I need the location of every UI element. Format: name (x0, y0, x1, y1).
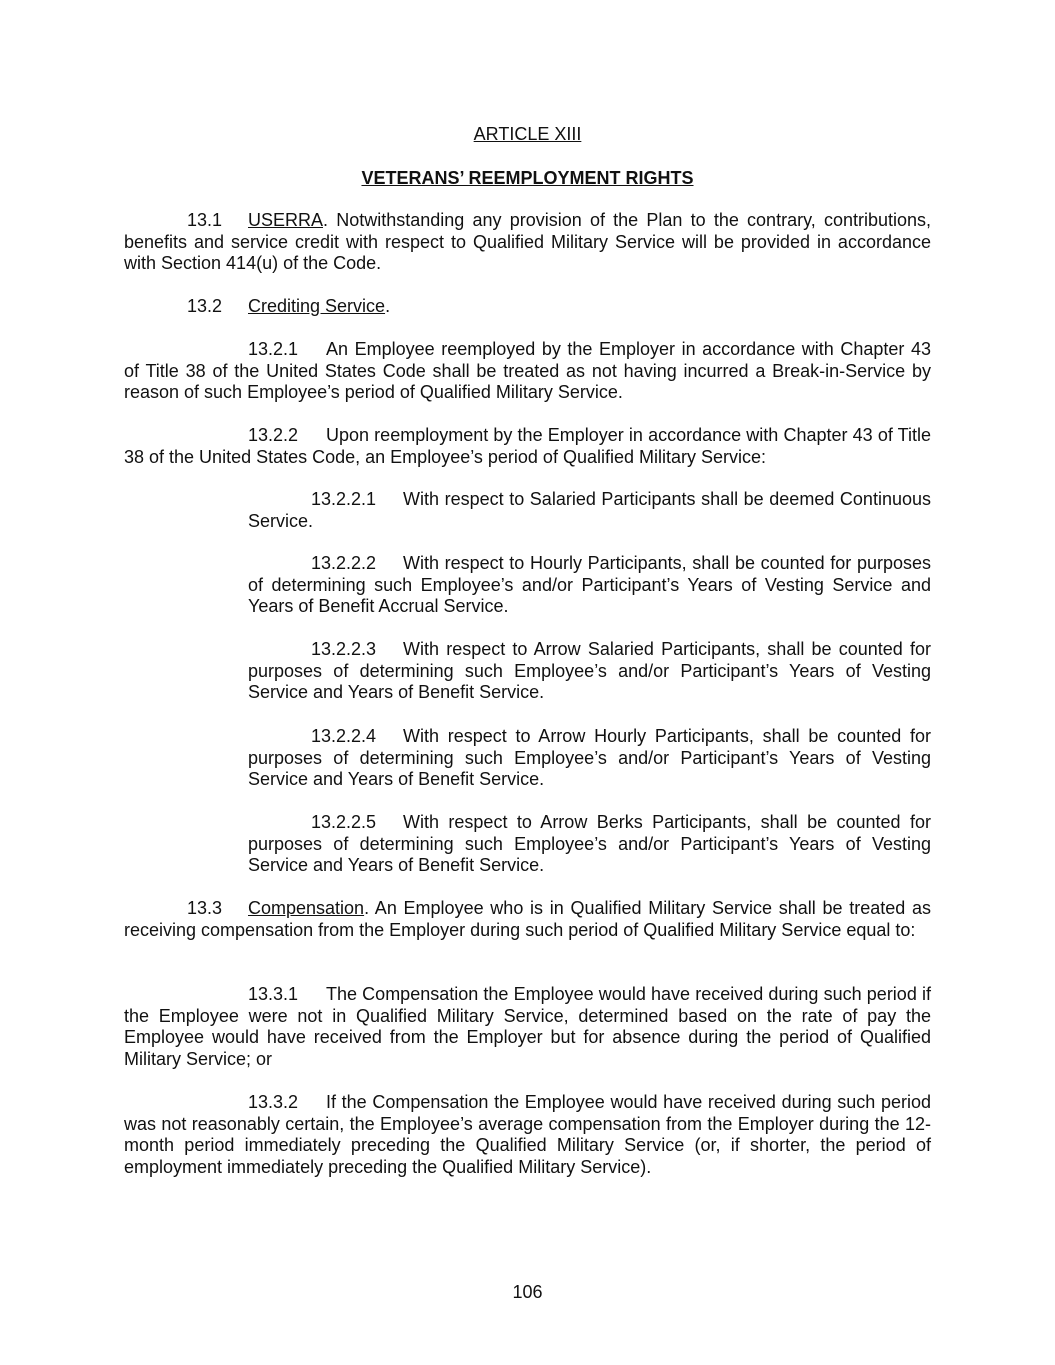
section-number: 13.2.2.4 (311, 726, 377, 746)
section-13-2-2-2 (248, 553, 931, 618)
section-text: An Employee reemployed by the Employer in accordance with Chapter 43 of Title 38 of the United States Code shall be treated as not having incurred a Break-in-Service by reason of such Employee’s period of Qualified Military Service. (124, 339, 931, 403)
section-13-3 (124, 898, 931, 941)
section-13-2-2-5 (248, 812, 931, 877)
section-number: 13.2.2.2 (311, 553, 377, 573)
article-title (124, 124, 931, 146)
section-13-2-2 (124, 425, 931, 468)
section-title: USERRA (248, 210, 324, 230)
section-13-2-1 (124, 339, 931, 404)
heading-label: VETERANS’ REEMPLOYMENT RIGHTS (361, 168, 694, 188)
section-13-1 (124, 210, 931, 275)
section-number: 13.2 (187, 296, 223, 316)
section-number: 13.2.2.5 (311, 812, 377, 832)
section-title: Crediting Service (248, 296, 386, 316)
section-number: 13.2.2.3 (311, 639, 377, 659)
section-number: 13.3.1 (248, 984, 299, 1004)
section-13-2 (124, 296, 931, 318)
section-text: If the Compensation the Employee would have received during such period was not reasonably certain, the Employee’s average compensation from the Employer during the 12-month period immediately preceding the Qualified Military Service (or, if shorter, the period of employment immediately preceding the Qualified Military Service). (124, 1092, 931, 1177)
section-heading (124, 168, 931, 190)
section-text: . (385, 296, 391, 316)
section-number: 13.3 (187, 898, 223, 918)
section-number: 13.3.2 (248, 1092, 299, 1112)
section-text: With respect to Arrow Berks Participants, shall be counted for purposes of determining such Employee’s and/or Participant’s Years of Vesting Service and Years of Benefit Service. (248, 812, 931, 876)
section-text: With respect to Hourly Participants, shall be counted for purposes of determining such Employee’s and/or Participant’s Years of Vesting Service and Years of Benefit Accrual Service. (248, 553, 931, 617)
section-number: 13.1 (187, 210, 223, 230)
section-text: With respect to Arrow Salaried Participants, shall be counted for purposes of determining such Employee’s and/or Participant’s Years of Vesting Service and Years of Benefit Service. (248, 639, 931, 703)
section-number: 13.2.2.1 (311, 489, 377, 509)
section-number: 13.2.1 (248, 339, 299, 359)
section-13-2-2-4 (248, 726, 931, 791)
article-label: ARTICLE XIII (473, 124, 582, 144)
section-title: Compensation (248, 898, 365, 918)
section-text: . An Employee who is in Qualified Military Service shall be treated as receiving compensation from the Employer during such period of Qualified Military Service equal to: (124, 898, 931, 940)
section-13-2-2-1 (248, 489, 931, 532)
section-13-3-2 (124, 1092, 931, 1178)
section-text: The Compensation the Employee would have received during such period if the Employee were not in Qualified Military Service, determined based on the rate of pay the Employee would have received from the Employer but for absence during the period of Qualified Military Service; or (124, 984, 931, 1069)
section-text: Upon reemployment by the Employer in accordance with Chapter 43 of Title 38 of the United States Code, an Employee’s period of Qualified Military Service: (124, 425, 931, 467)
section-text: With respect to Arrow Hourly Participants, shall be counted for purposes of determining such Employee’s and/or Participant’s Years of Vesting Service and Years of Benefit Service. (248, 726, 931, 790)
section-number: 13.2.2 (248, 425, 299, 445)
section-13-3-1 (124, 984, 931, 1070)
section-text: . Notwithstanding any provision of the Plan to the contrary, contributions, benefits and service credit with respect to Qualified Military Service will be provided in accordance with Section 414(u) of the Code. (124, 210, 931, 274)
page-number: 106 (512, 1282, 543, 1302)
section-text: With respect to Salaried Participants shall be deemed Continuous Service. (248, 489, 931, 531)
section-13-2-2-3 (248, 639, 931, 704)
